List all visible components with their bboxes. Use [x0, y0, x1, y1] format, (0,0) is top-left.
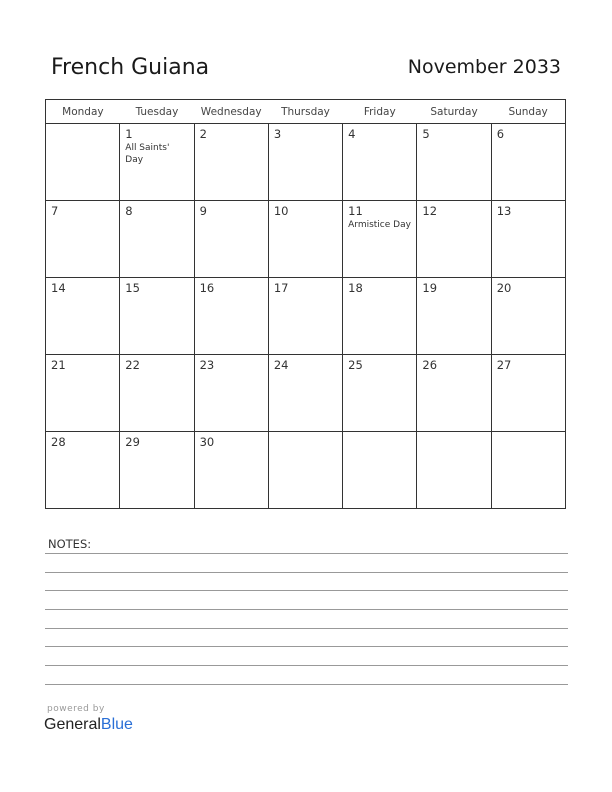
day-number: 23 — [199, 358, 215, 372]
day-number: 27 — [496, 358, 512, 372]
day-cell — [46, 201, 120, 278]
day-number: 6 — [496, 127, 505, 141]
day-number: 21 — [51, 358, 66, 372]
day-cell — [417, 124, 491, 201]
month-label: November 2033 — [407, 56, 561, 78]
powered-by-text: powered by — [47, 704, 105, 714]
weekday-header-row — [46, 100, 566, 124]
day-number: 9 — [199, 204, 207, 218]
day-number: 19 — [422, 281, 438, 295]
day-number: 28 — [51, 435, 66, 449]
brand-general: General — [44, 716, 101, 733]
weekday-header: Sunday — [491, 100, 565, 124]
weekday-header: Tuesday — [120, 100, 194, 124]
week-row — [46, 355, 566, 432]
day-cell — [194, 355, 268, 432]
day-cell — [46, 432, 120, 509]
day-cell — [268, 201, 342, 278]
notes-line — [45, 572, 568, 573]
day-cell — [491, 355, 565, 432]
day-number: 16 — [199, 281, 215, 295]
notes-line — [45, 665, 568, 666]
day-number: 15 — [125, 281, 140, 295]
week-row — [46, 278, 566, 355]
day-number: 5 — [422, 127, 430, 141]
day-number: 22 — [125, 358, 140, 372]
day-cell — [343, 201, 417, 278]
day-cell — [491, 432, 565, 509]
day-cell — [417, 201, 491, 278]
day-number: 24 — [273, 358, 289, 372]
day-number: 12 — [422, 204, 438, 218]
day-number: 7 — [51, 204, 59, 218]
day-number: 29 — [125, 435, 140, 449]
weekday-header: Monday — [46, 100, 120, 124]
weekday-header: Saturday — [417, 100, 491, 124]
day-cell — [268, 432, 342, 509]
day-cell — [120, 124, 194, 201]
weekday-header: Friday — [343, 100, 417, 124]
day-number: 26 — [422, 358, 438, 372]
day-number: 17 — [273, 281, 289, 295]
day-cell — [46, 355, 120, 432]
day-number: 8 — [125, 204, 133, 218]
day-cell — [343, 355, 417, 432]
brand-blue: Blue — [100, 716, 133, 733]
notes-line — [45, 609, 568, 610]
day-cell — [120, 355, 194, 432]
day-number: 2 — [199, 127, 207, 141]
day-cell — [417, 278, 491, 355]
day-number: 20 — [496, 281, 512, 295]
day-number: 3 — [273, 127, 282, 141]
notes-line — [45, 684, 568, 685]
day-cell — [343, 124, 417, 201]
notes-line — [45, 628, 568, 629]
day-cell — [268, 278, 342, 355]
day-cell — [120, 432, 194, 509]
page-title: French Guiana — [51, 55, 210, 80]
day-cell — [194, 278, 268, 355]
calendar-grid — [45, 99, 566, 509]
day-cell — [268, 355, 342, 432]
day-cell — [343, 432, 417, 509]
day-cell — [120, 201, 194, 278]
day-cell — [46, 124, 120, 201]
day-number: 10 — [273, 204, 289, 218]
day-number: 1 — [125, 127, 133, 141]
week-row — [46, 124, 566, 201]
day-number: 18 — [348, 281, 363, 295]
holiday-label: All Saints' Day — [125, 143, 170, 165]
day-number: 4 — [348, 127, 356, 141]
day-cell — [194, 432, 268, 509]
notes-label: NOTES: — [48, 537, 92, 551]
day-cell — [120, 278, 194, 355]
day-number: 25 — [348, 358, 363, 372]
day-cell — [417, 355, 491, 432]
day-cell — [491, 124, 565, 201]
weekday-header: Wednesday — [194, 100, 268, 124]
notes-line — [45, 590, 568, 591]
day-number: 11 — [348, 204, 363, 218]
day-cell — [46, 278, 120, 355]
notes-line — [45, 646, 568, 647]
day-number: 30 — [199, 435, 215, 449]
brand-logo — [44, 716, 133, 734]
holiday-label: Armistice Day — [348, 220, 411, 230]
day-cell — [268, 124, 342, 201]
day-cell — [491, 278, 565, 355]
day-number: 13 — [496, 204, 512, 218]
weekday-header: Thursday — [268, 100, 342, 124]
day-cell — [194, 124, 268, 201]
week-row — [46, 432, 566, 509]
week-row — [46, 201, 566, 278]
day-cell — [194, 201, 268, 278]
day-cell — [417, 432, 491, 509]
notes-line — [45, 553, 568, 554]
day-cell — [343, 278, 417, 355]
day-number: 14 — [51, 281, 66, 295]
day-cell — [491, 201, 565, 278]
